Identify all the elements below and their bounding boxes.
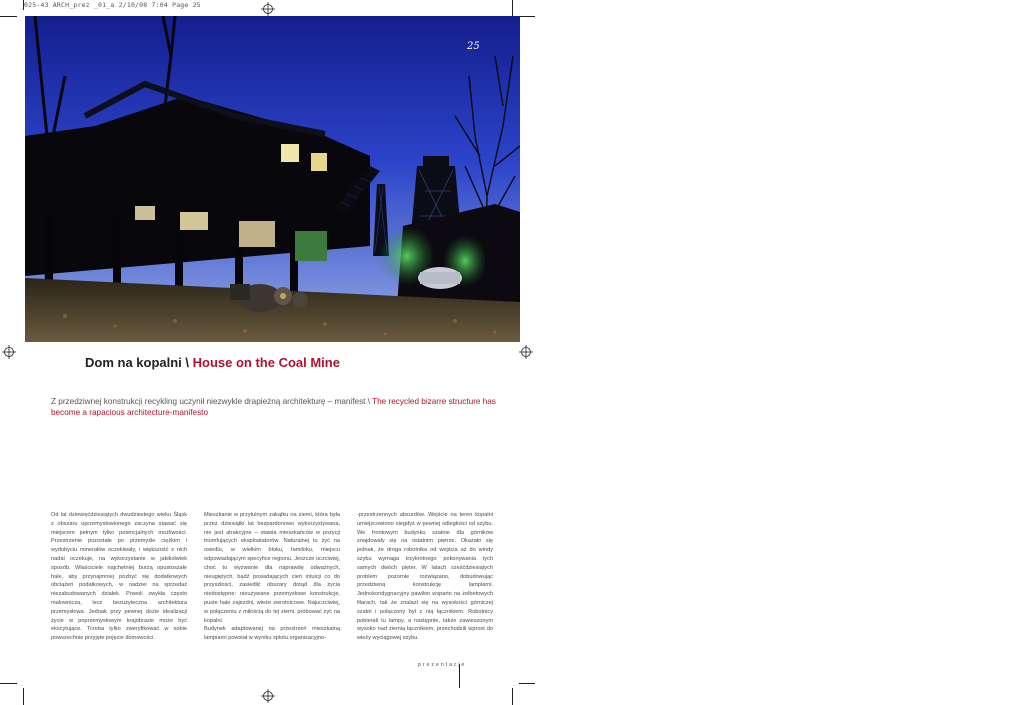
section-label: prezentacje bbox=[418, 662, 467, 668]
crop-mark bbox=[512, 688, 513, 705]
registration-mark-icon bbox=[261, 689, 275, 703]
paragraph: Mieszkanie w przytulnym zakątku na ziemi, która była przez dziesiątki lat bezpardonowo wykorzystywana, nie jest atrakcyjne – stawia mieszkańców w pozycji triumfujących eksploatatorów. Naturalnej tu żyć na osiedlu, w wielkim bloku, familoku, miejscu odpowiadającym specyfice regionu. Jeszcze uczciwiej, choć to wyzwanie dla naprawdę odważnych, nieugiętych, bądź posiadających cień intuicji co do przyszłości, zasiedlić obszary dotąd dla życia niedostępne: nieużywane przemysłowe konstrukcje, puste hale zajezdni, wieże zwrotnicowe. Najuczciwiej, w połączeniu z miłością do tej ziemi, próbować żyć na kopalni. bbox=[204, 512, 340, 624]
registration-mark-icon bbox=[2, 345, 16, 359]
registration-mark-icon bbox=[261, 2, 275, 16]
lead-polish: Z przedziwnej konstrukcji recykling uczynił niezwykle drapieżną architekturę – manifest \ bbox=[51, 397, 373, 406]
article-lead bbox=[51, 396, 497, 418]
page-number: 25 bbox=[467, 41, 480, 52]
crop-mark bbox=[0, 683, 17, 684]
paragraph: -przestrzennych absurdów. Wejście na teren kopalni umiejscowiono niegdyś w pewnej odległości od szybu. We frontowym budynku szatnie dla górników znajdowały się na ostatnim piętrze. Okazało się jednak, że droga robotnika od wejścia aż do windy szybu wymaga trzykrotnego pokonywania tych samych dwóch pięter. W latach sześćdziesiątych problem pozornie rozwiązano, dobudowując przedziwną konstrukcję lampiarni. Jednokondygnacyjny pawilon wsparto na żelbetowych filarach, tak że znalazł się na wysokości górniczej szatni i połączony był z nią łącznikiem. Robotnicy pobierali tu lampy, a następnie, także zawieszonym wysoko nad ziemią łącznikiem, przechodzili wprost do wieży wyciągowej szybu. bbox=[357, 512, 493, 642]
title-english: House on the Coal Mine bbox=[192, 355, 340, 370]
article-title bbox=[85, 355, 340, 370]
title-polish: Dom na kopalni \ bbox=[85, 355, 193, 370]
paragraph: Od lat dziewięćdziesiątych dwudziestego wieku Śląsk z obszaru uprzemysłowionego zaczyna stawać się miejscem pełnym tylko potencjalnych możliwości. Przestrzenie pozostałe po przemyśle ciężkim i wydobyciu minerałów oczekiwały, i większość z nich nadal oczekuje, na wykorzystanie w jakikolwiek sposób. Właściciele najchętniej burzą opustoszałe hale, aby przynajmniej pozbyć się dodatkowych obciążeń podatkowych, w nadziei na sprzedaż niezabudowanych działek. Powoli zwykła często malownicza, lecz bezużyteczna architektura przemysłowa. Jednak przy pewnej dozie idealizacji życie w poprzemysłowym krajobrazie może być ekscytujące. Trzeba tylko zweryfikować w sobie powszechnie przyjęte pojęcie domowości. bbox=[51, 512, 187, 642]
crop-mark bbox=[0, 16, 17, 17]
crop-mark bbox=[519, 683, 535, 684]
crop-mark bbox=[519, 16, 535, 17]
crop-mark bbox=[512, 0, 513, 16]
text-column-2 bbox=[204, 511, 340, 643]
crop-mark bbox=[23, 688, 24, 705]
lead-english: The recycled bizarre structure has become a rapacious architecture-manifesto bbox=[51, 397, 496, 417]
crop-mark bbox=[23, 0, 24, 10]
print-slug: 025-43 ARCH_prez _01_a 2/10/08 7:04 Page 25 bbox=[24, 1, 201, 9]
text-column-1 bbox=[51, 511, 187, 643]
coal-mine-night-photo bbox=[25, 16, 520, 342]
paragraph: Budynek adaptowanej na przestrzeń mieszkalną lampiarni powstał w wyniku splotu organizacyjno- bbox=[204, 626, 340, 642]
registration-mark-icon bbox=[519, 345, 533, 359]
text-column-3 bbox=[357, 511, 493, 643]
